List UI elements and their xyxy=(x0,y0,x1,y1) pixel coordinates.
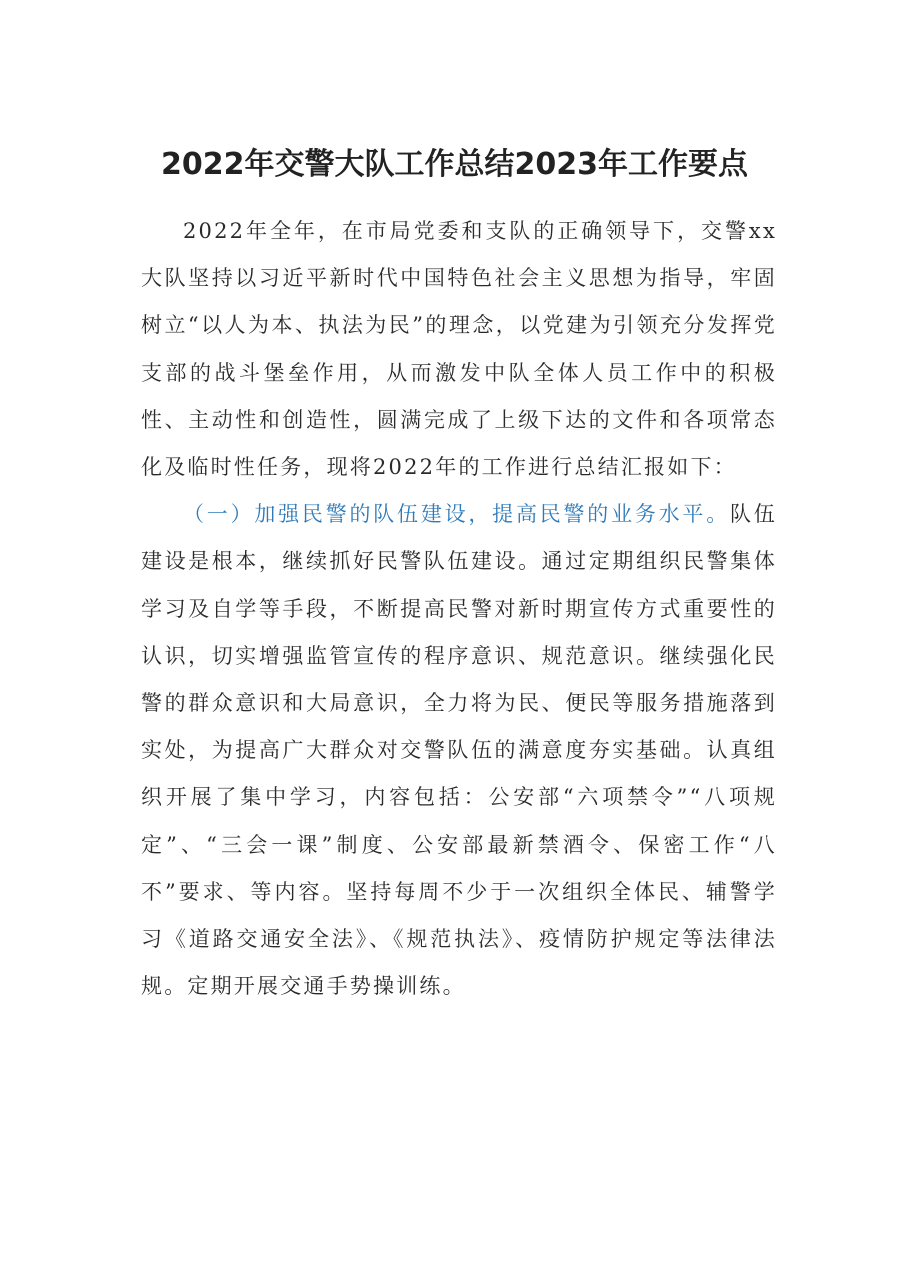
document-title: 2022年交警大队工作总结2023年工作要点 xyxy=(161,147,748,182)
document-body xyxy=(141,208,777,1010)
section-1-body: 队伍建设是根本，继续抓好民警队伍建设。通过定期组织民警集体学习及自学等手段，不断提高民警对新时期宣传方式重要性的认识，切实增强监管宣传的程序意识、规范意识。继续强化民警的群众意识和大局意识，全力将为民、便民等服务措施落到实处，为提高广大群众对交警队伍的满意度夯实基础。认真组织开展了集中学习，内容包括：公安部“六项禁令”“八项规定”、“三会一课”制度、公安部最新禁酒令、保密工作“八不”要求、等内容。坚持每周不少于一次组织全体民、辅警学习《道路交通安全法》、《规范执法》、疫情防护规定等法律法规。定期开展交通手势操训练。 xyxy=(141,502,777,999)
section-1-paragraph xyxy=(141,491,777,1010)
section-1-heading: （一）加强民警的队伍建设，提高民警的业务水平。 xyxy=(183,502,730,527)
intro-paragraph: 2022年全年，在市局党委和支队的正确领导下，交警xx大队坚持以习近平新时代中国特色社会主义思想为指导，牢固树立“以人为本、执法为民”的理念，以党建为引领充分发挥党支部的战斗堡垒作用，从而激发中队全体人员工作中的积极性、主动性和创造性，圆满完成了上级下达的文件和各项常态化及临时性任务，现将2022年的工作进行总结汇报如下： xyxy=(141,219,777,480)
